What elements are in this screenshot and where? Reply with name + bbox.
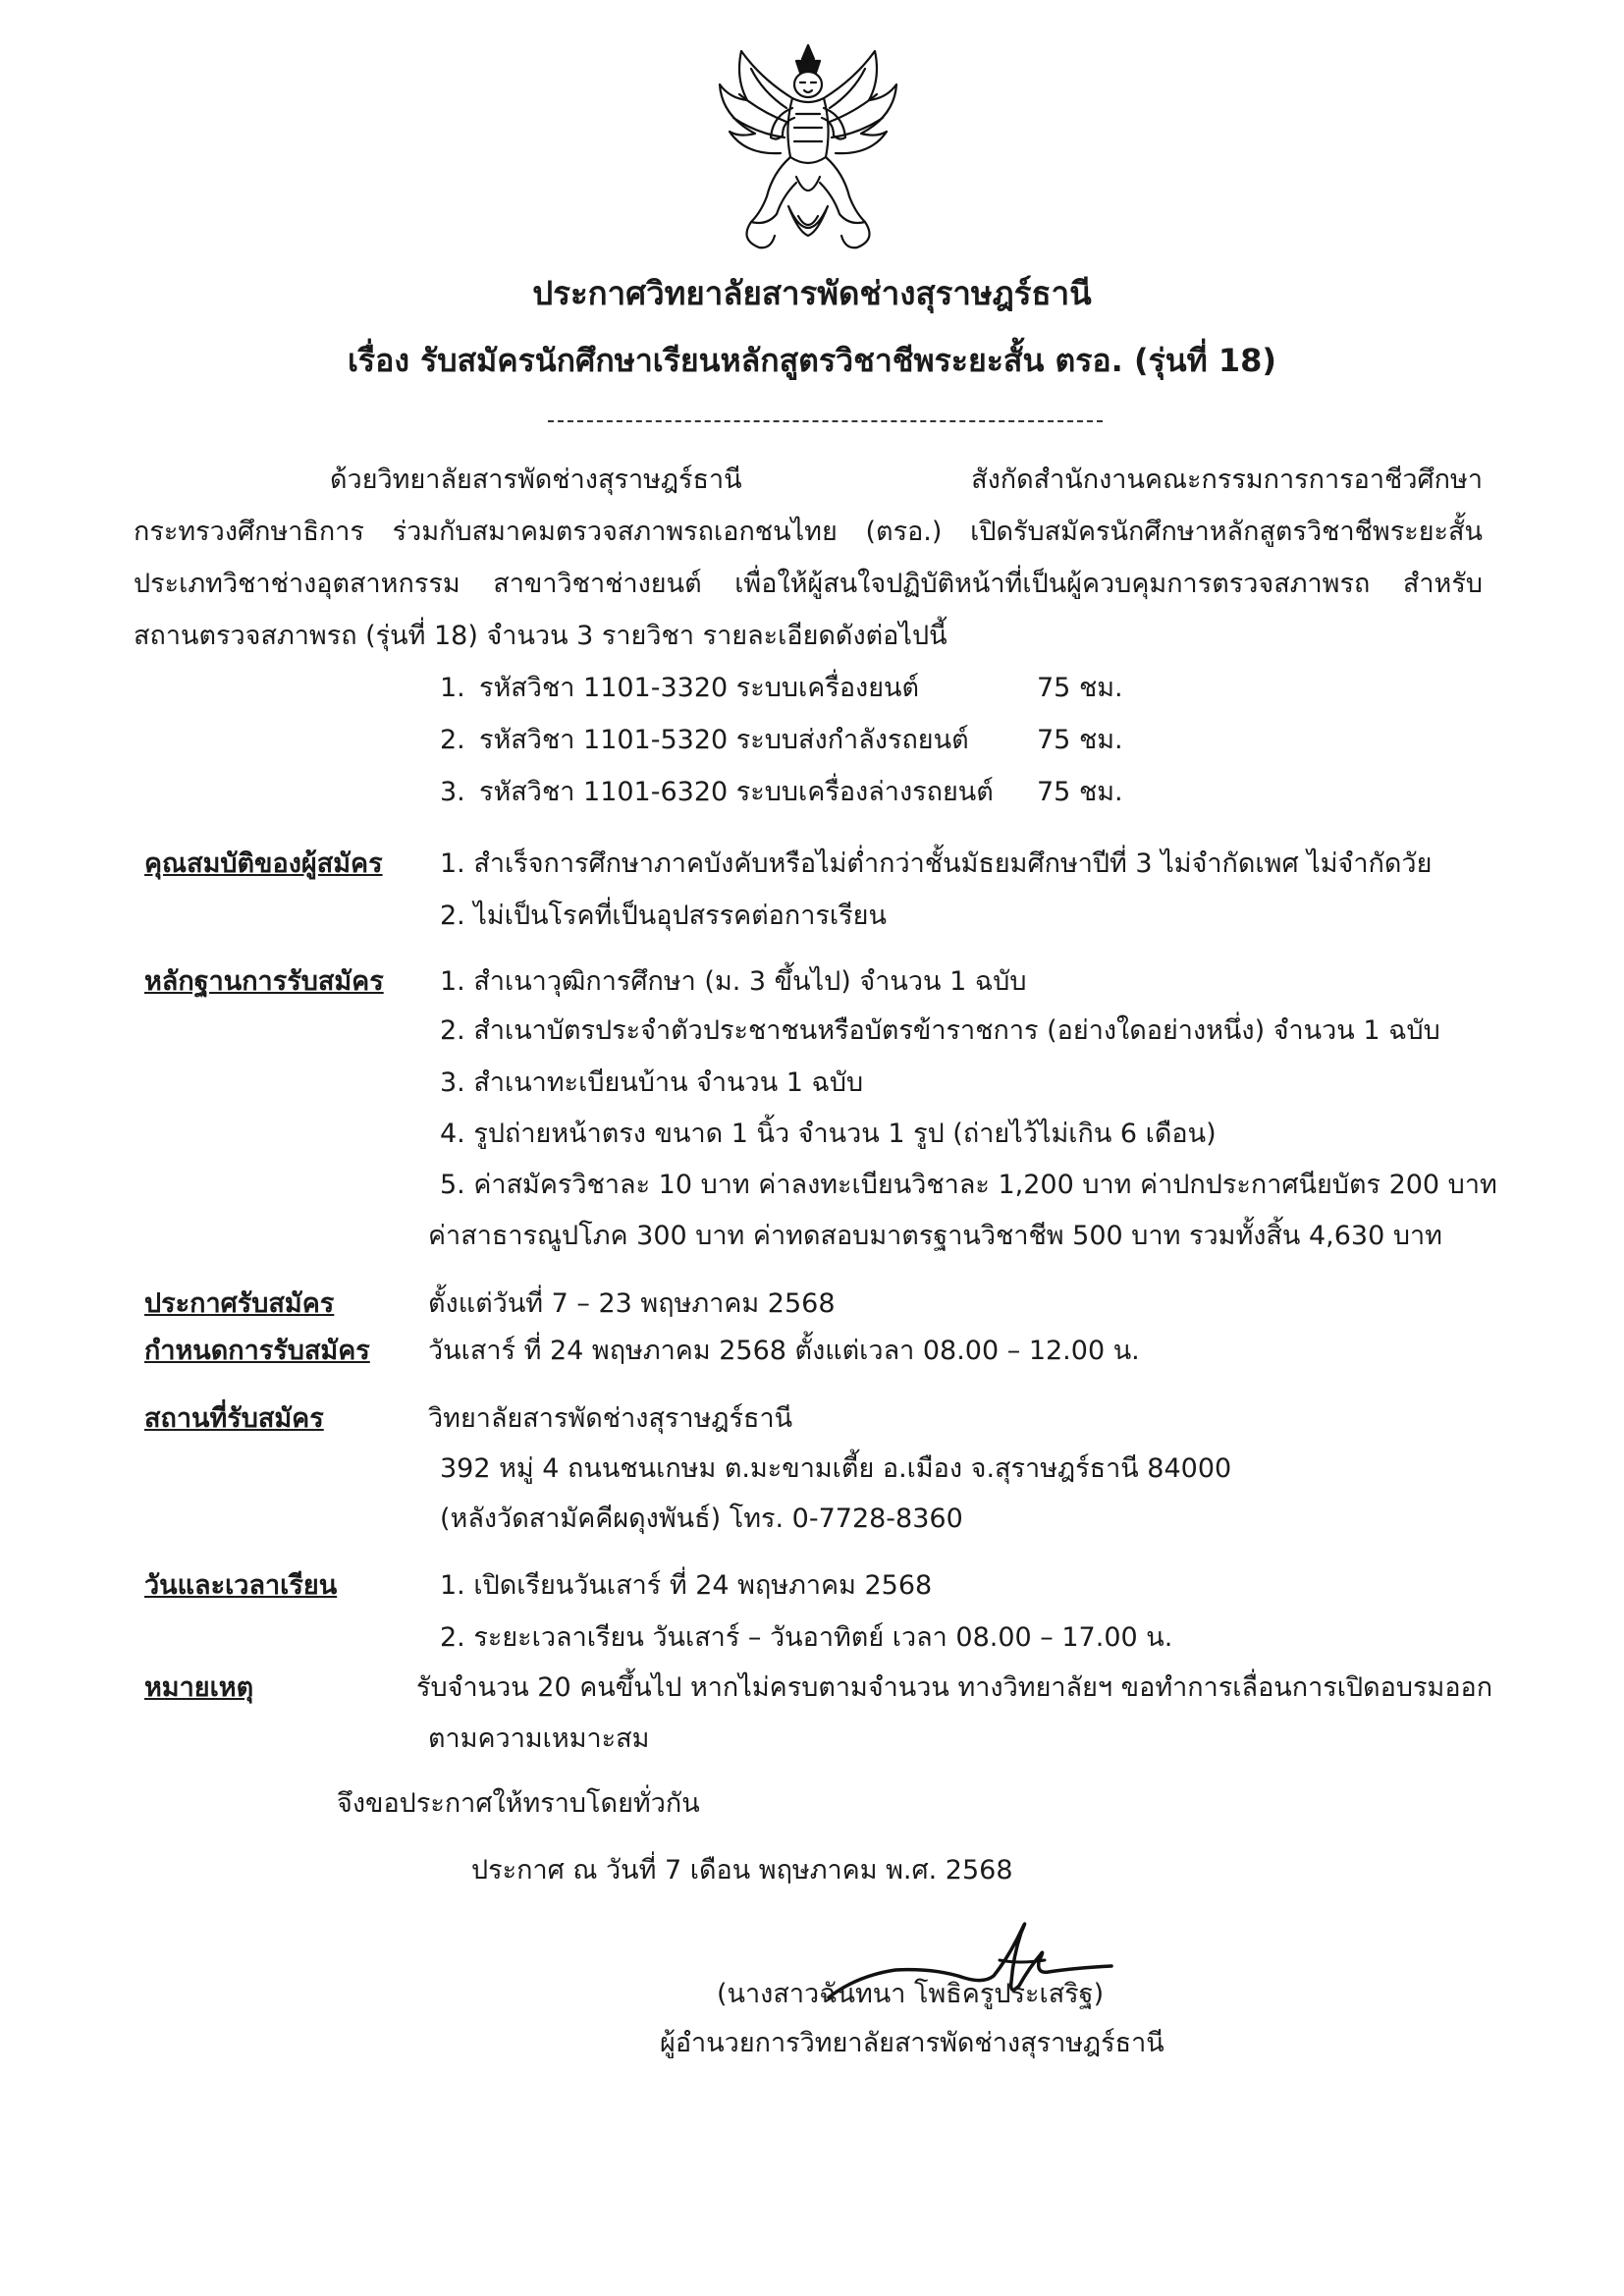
schedule-label: วันและเวลาเรียน: [144, 1570, 338, 1601]
documents-label: หลักฐานการรับสมัคร: [144, 966, 384, 997]
signatory-name: (นางสาวฉันทนา โพธิครูประเสริฐ): [717, 1979, 1105, 2009]
intro-paragraph: [134, 454, 1483, 662]
course-name: รหัสวิชา 1101-5320 ระบบส่งกำลังรถยนต์: [479, 725, 969, 755]
document-item: 5. ค่าสมัครวิชาละ 10 บาท ค่าลงทะเบียนวิชาละ 1,200 บาท ค่าปกประกาศนียบัตร 200 บาท: [440, 1170, 1497, 1200]
document-item: 4. รูปถ่ายหน้าตรง ขนาด 1 นิ้ว จำนวน 1 รูป (ถ่ายไว้ไม่เกิน 6 เดือน): [440, 1119, 1217, 1149]
course-item: [440, 666, 1123, 705]
course-name: รหัสวิชา 1101-3320 ระบบเครื่องยนต์: [479, 673, 920, 703]
course-item: [440, 770, 1123, 809]
announcement-title: ประกาศวิทยาลัยสารพัดช่างสุราษฎร์ธานี: [532, 274, 1092, 312]
document-item: 3. สำเนาทะเบียนบ้าน จำนวน 1 ฉบับ: [440, 1067, 864, 1098]
application-period-value: ตั้งแต่วันที่ 7 – 23 พฤษภาคม 2568: [428, 1288, 836, 1319]
intro-line: สถานตรวจสภาพรถ (รุ่นที่ 18) จำนวน 3 รายวิชา รายละเอียดดังต่อไปนี้: [134, 621, 947, 651]
document-item: 2. สำเนาบัตรประจำตัวประชาชนหรือบัตรข้าราชการ (อย่างใดอย่างหนึ่ง) จำนวน 1 ฉบับ: [440, 1015, 1440, 1046]
note-line: รับจำนวน 20 คนขึ้นไป หากไม่ครบตามจำนวน ทางวิทยาลัยฯ ขอทำการเลื่อนการเปิดอบรมออก: [416, 1672, 1493, 1703]
course-hours: 75 ชม.: [1037, 777, 1123, 807]
note-label: หมายเหตุ: [144, 1672, 254, 1703]
course-number: 3.: [440, 777, 465, 807]
note-line: ตามความเหมาะสม: [428, 1723, 650, 1754]
qualifications-label: คุณสมบัติของผู้สมัคร: [144, 848, 383, 879]
garuda-emblem-icon: [712, 39, 904, 255]
schedule-item: 1. เปิดเรียนวันเสาร์ ที่ 24 พฤษภาคม 2568: [440, 1570, 933, 1601]
course-name: รหัสวิชา 1101-6320 ระบบเครื่องล่างรถยนต์: [479, 777, 994, 807]
course-number: 2.: [440, 725, 465, 755]
intro-line: กระทรวงศึกษาธิการ ร่วมกับสมาคมตรวจสภาพรถเอกชนไทย (ตรอ.) เปิดรับสมัครนักศึกษาหลักสูตรวิชาชีพระยะสั้น: [134, 517, 1483, 547]
signatory-position: ผู้อำนวยการวิทยาลัยสารพัดช่างสุราษฎร์ธานี: [660, 2028, 1164, 2058]
document-item: 1. สำเนาวุฒิการศึกษา (ม. 3 ขึ้นไป) จำนวน 1 ฉบับ: [440, 966, 1027, 997]
course-hours: 75 ชม.: [1037, 673, 1123, 703]
venue-line: (หลังวัดสามัคคีผดุงพันธ์) โทร. 0-7728-8360: [440, 1503, 963, 1534]
application-period-label: ประกาศรับสมัคร: [144, 1288, 335, 1319]
schedule-item: 2. ระยะเวลาเรียน วันเสาร์ – วันอาทิตย์ เวลา 08.00 – 17.00 น.: [440, 1622, 1173, 1653]
announcement-date: ประกาศ ณ วันที่ 7 เดือน พฤษภาคม พ.ศ. 2568: [471, 1855, 1013, 1886]
venue-label: สถานที่รับสมัคร: [144, 1403, 324, 1434]
venue-line: 392 หมู่ 4 ถนนชนเกษม ต.มะขามเตี้ย อ.เมือง จ.สุราษฎร์ธานี 84000: [440, 1453, 1232, 1484]
course-hours: 75 ชม.: [1037, 725, 1123, 755]
title-divider: [548, 420, 1103, 422]
application-day-label: กำหนดการรับสมัคร: [144, 1336, 370, 1366]
intro-line: ด้วยวิทยาลัยสารพัดช่างสุราษฎร์ธานี สังกัดสำนักงานคณะกรรมการการอาชีวศึกษา: [330, 465, 1483, 495]
announcement-subject: เรื่อง รับสมัครนักศึกษาเรียนหลักสูตรวิชาชีพระยะสั้น ตรอ. (รุ่นที่ 18): [347, 342, 1277, 379]
application-day-value: วันเสาร์ ที่ 24 พฤษภาคม 2568 ตั้งแต่เวลา 08.00 – 12.00 น.: [428, 1336, 1140, 1366]
closing-text: จึงขอประกาศให้ทราบโดยทั่วกัน: [337, 1788, 700, 1819]
venue-line: วิทยาลัยสารพัดช่างสุราษฎร์ธานี: [428, 1403, 793, 1434]
qualification-item: 1. สำเร็จการศึกษาภาคบังคับหรือไม่ต่ำกว่าชั้นมัธยมศึกษาปีที่ 3 ไม่จำกัดเพศ ไม่จำกัดวัย: [440, 848, 1433, 879]
course-item: [440, 718, 1123, 757]
document-item-continued: ค่าสาธารณูปโภค 300 บาท ค่าทดสอบมาตรฐานวิชาชีพ 500 บาท รวมทั้งสิ้น 4,630 บาท: [428, 1221, 1442, 1251]
intro-line: ประเภทวิชาช่างอุตสาหกรรม สาขาวิชาช่างยนต์ เพื่อให้ผู้สนใจปฏิบัติหน้าที่เป็นผู้ควบคุมการตรวจสภาพรถ สำหรับ: [134, 569, 1483, 599]
qualification-item: 2. ไม่เป็นโรคที่เป็นอุปสรรคต่อการเรียน: [440, 901, 887, 931]
course-number: 1.: [440, 673, 465, 703]
